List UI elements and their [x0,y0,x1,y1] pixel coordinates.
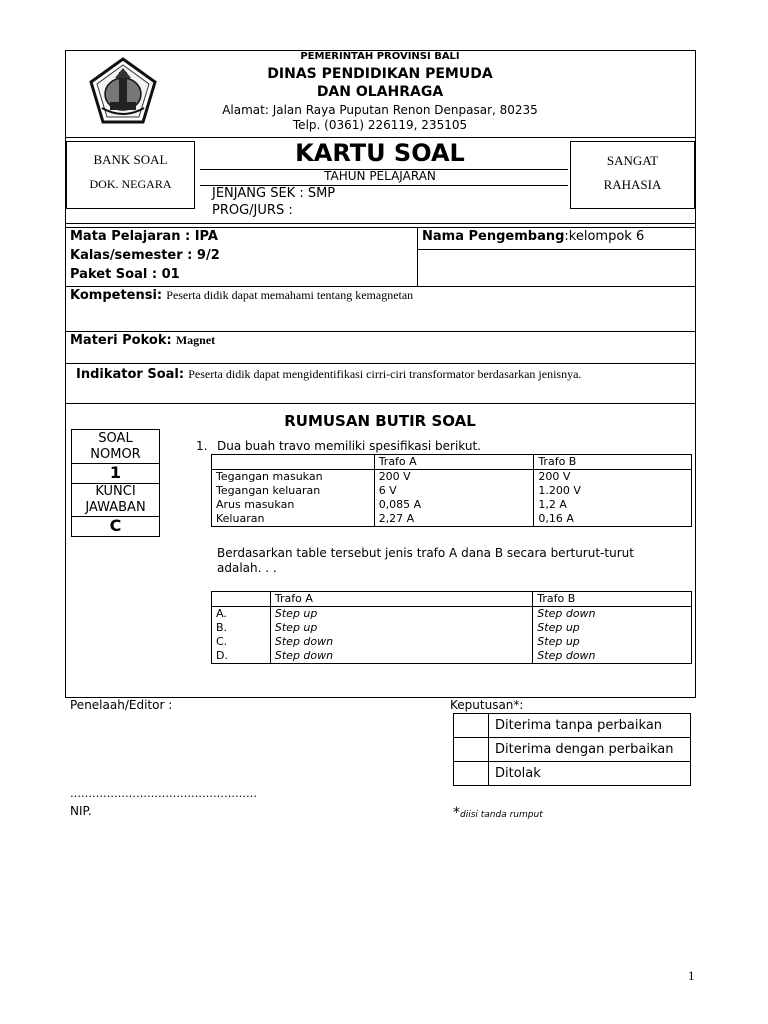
table-cell: Step down [533,649,692,664]
editor-label: Penelaah/Editor : [70,698,173,712]
table-cell: Step down [533,607,692,622]
footnote [453,802,543,821]
table-row [212,649,692,664]
table-cell: Keluaran [212,512,375,527]
nip-label: NIP. [70,804,92,818]
table-row [212,512,692,527]
question-prompt-line2: adalah. . . [217,561,277,575]
table-row [212,592,692,607]
table-cell: 0,085 A [374,498,534,512]
table-cell: Tegangan masukan [212,470,375,485]
dok-negara-label: DOK. NEGARA [89,177,172,191]
program: PROG/JURS : [212,203,293,218]
divider [65,223,696,224]
divider [65,137,696,138]
indicator-label: Indikator Soal: [76,367,185,382]
table-row [212,621,692,635]
answer-key: C [109,516,122,535]
option-letter: B. [212,621,271,635]
material [70,333,215,348]
indicator-value: Peserta didik dapat mengidentifikasi cirri-ciri transformator berdasarkan jenisnya. [188,367,582,381]
competence-label: Kompetensi: [70,288,163,303]
divider [65,363,696,364]
kunci-label-2: JAWABAN [85,500,146,515]
divider [453,761,691,762]
table-cell: 2,27 A [374,512,534,527]
soal-nomor-label-2: NOMOR [90,447,141,462]
table-header-cell [212,592,271,607]
subject: Mata Pelajaran : IPA [70,229,218,244]
gov-name: PEMERINTAH PROVINSI BALI [300,51,460,62]
material-label: Materi Pokok: [70,333,172,348]
table-cell: Step down [270,649,532,664]
table-cell: 200 V [374,470,534,485]
phone: Telp. (0361) 226119, 235105 [292,118,468,132]
table-cell: 6 V [374,484,534,498]
table-row [212,607,692,622]
developer [422,229,644,244]
secret-label-2: RAHASIA [603,177,662,192]
decision-checkbox-3[interactable] [454,762,487,785]
table-cell: Step down [270,635,532,649]
page-number: 1 [688,968,695,983]
footnote-text: diisi tanda rumput [460,810,543,820]
table-row [212,498,692,512]
decision-label: Keputusan*: [450,698,524,712]
table-cell: Step up [533,635,692,649]
kunci-label-1: KUNCI [95,484,136,499]
decision-checkbox-2[interactable] [454,738,487,760]
spec-table [211,454,692,527]
table-cell: 200 V [534,470,692,485]
table-header-cell: Trafo A [270,592,532,607]
divider [417,249,696,250]
question-heading: RUMUSAN BUTIR SOAL [284,412,476,430]
dept-name-line2: DAN OLAHRAGA [316,84,444,100]
decision-option-2: Diterima dengan perbaikan [495,742,674,757]
soal-nomor-label-1: SOAL [98,431,133,446]
divider [417,227,418,286]
option-letter: C. [212,635,271,649]
table-cell: Step up [533,621,692,635]
secret-box [570,141,695,209]
card-title: KARTU SOAL [295,139,465,167]
options-table [211,591,692,664]
table-header-cell: Trafo A [374,455,534,470]
table-header-cell [212,455,375,470]
decision-option-3: Ditolak [495,766,541,781]
coat-of-arms-logo [88,56,158,126]
table-row [212,455,692,470]
academic-year: TAHUN PELAJARAN [324,169,436,183]
class-semester: Kalas/semester : 9/2 [70,248,220,263]
package: Paket Soal : 01 [70,267,180,282]
table-cell: 1,2 A [534,498,692,512]
table-row [212,635,692,649]
table-cell: Step up [270,621,532,635]
divider [488,713,489,786]
table-header-cell: Trafo B [534,455,692,470]
competence-value: Peserta didik dapat memahami tentang kemagnetan [166,288,414,302]
table-cell: Arus masukan [212,498,375,512]
option-letter: A. [212,607,271,622]
competence [70,288,413,303]
indicator [76,367,581,382]
table-cell: Step up [270,607,532,622]
decision-checkbox-1[interactable] [454,714,487,736]
divider [65,286,696,287]
developer-value: :kelompok 6 [564,229,645,244]
material-value: Magnet [175,333,216,347]
footnote-star: * [453,805,460,821]
question-text: Dua buah travo memiliki spesifikasi berikut. [217,439,481,453]
table-row [212,470,692,485]
secret-label-1: SANGAT [606,153,659,168]
option-letter: D. [212,649,271,664]
divider [453,737,691,738]
question-prompt-line1: Berdasarkan table tersebut jenis trafo A dana B secara berturut-turut [217,546,634,560]
bank-soal-label: BANK SOAL [93,152,168,167]
divider [65,227,696,228]
address: Alamat: Jalan Raya Puputan Renon Denpasar, 80235 [222,103,538,117]
table-row [212,484,692,498]
signature-dots: …………………………………………… [70,787,257,800]
table-header-cell: Trafo B [533,592,692,607]
developer-label: Nama Pengembang [422,229,565,244]
item-number: 1. [196,439,208,453]
table-cell: 1.200 V [534,484,692,498]
table-cell: 0,16 A [534,512,692,527]
dept-name-line1: DINAS PENDIDIKAN PEMUDA [267,66,493,82]
divider [65,403,696,404]
decision-option-1: Diterima tanpa perbaikan [495,718,663,733]
table-cell: Tegangan keluaran [212,484,375,498]
question-number: 1 [109,463,122,482]
divider [65,331,696,332]
school-level: JENJANG SEK : SMP [212,186,336,201]
